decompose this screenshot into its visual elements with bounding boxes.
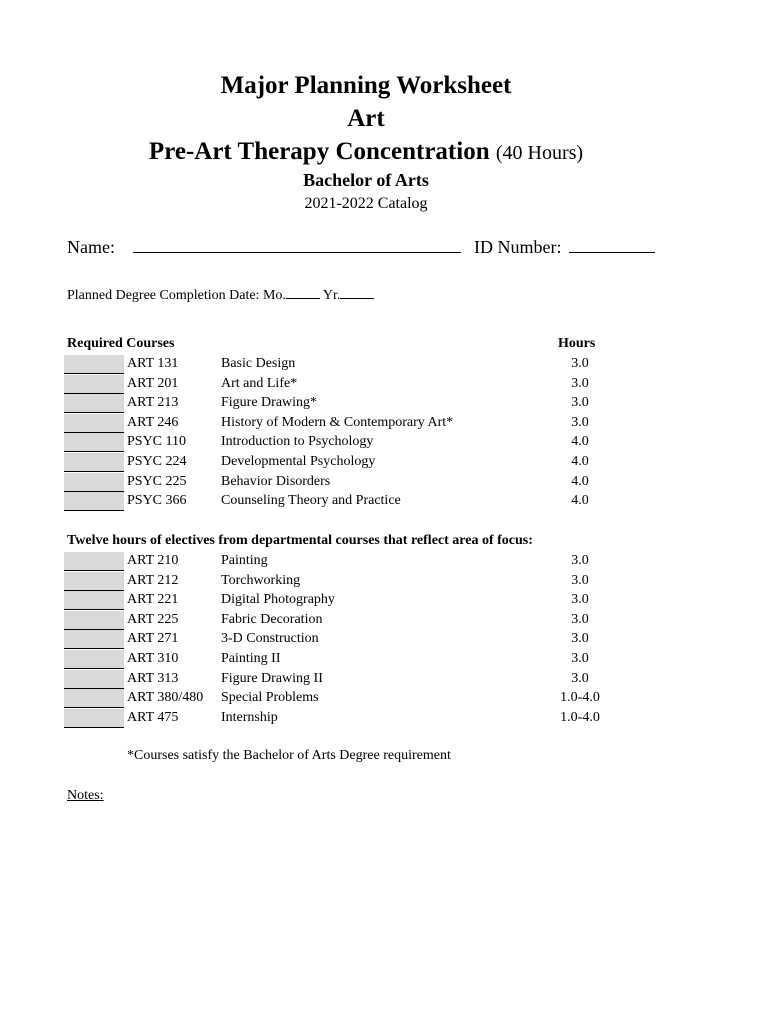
planned-completion-row: [67, 286, 374, 304]
course-check-field[interactable]: [64, 650, 124, 669]
course-check-field[interactable]: [64, 473, 124, 492]
course-code: ART 210: [127, 553, 179, 568]
id-number-field[interactable]: [569, 236, 655, 253]
course-check-field[interactable]: [64, 670, 124, 689]
course-check-field[interactable]: [64, 355, 124, 374]
course-name: Digital Photography: [221, 592, 335, 608]
course-check-field[interactable]: [64, 394, 124, 413]
course-code: ART 310: [127, 651, 179, 666]
course-hours: 4.0: [571, 493, 589, 509]
course-row: [0, 572, 700, 592]
course-row: [0, 670, 700, 690]
name-row: [67, 236, 461, 258]
electives-heading: Twelve hours of electives from departmental courses that reflect area of focus:: [67, 533, 533, 548]
course-code: PSYC 366: [127, 493, 187, 509]
course-row: [0, 355, 700, 375]
course-hours: 3.0: [571, 651, 589, 666]
month-field[interactable]: [286, 286, 320, 299]
degree-title: Bachelor of Arts: [303, 170, 429, 190]
major-title: Art: [347, 105, 385, 132]
course-check-field[interactable]: [64, 611, 124, 630]
course-row: [0, 453, 700, 473]
course-hours: 3.0: [571, 356, 589, 371]
course-row: [0, 375, 700, 395]
course-row: [0, 433, 700, 453]
course-row: [0, 414, 700, 434]
course-name: 3-D Construction: [221, 631, 319, 647]
catalog-year: 2021-2022 Catalog: [304, 195, 428, 212]
course-row: [0, 591, 700, 611]
course-code: ART 221: [127, 592, 179, 608]
course-name: Introduction to Psychology: [221, 434, 374, 450]
course-name: Art and Life*: [221, 375, 298, 391]
course-name: History of Modern & Contemporary Art*: [221, 414, 454, 430]
worksheet-title: Major Planning Worksheet: [220, 72, 512, 99]
course-hours: 4.0: [571, 454, 589, 469]
course-hours: 3.0: [571, 414, 589, 430]
course-code: ART 380/480: [127, 690, 204, 706]
course-row: [0, 689, 700, 709]
course-hours: 3.0: [571, 611, 589, 627]
course-hours: 1.0-4.0: [560, 709, 600, 725]
course-name: Counseling Theory and Practice: [221, 493, 401, 509]
course-check-field[interactable]: [64, 453, 124, 472]
course-code: PSYC 225: [127, 473, 187, 489]
course-code: ART 271: [127, 631, 179, 647]
course-code: ART 313: [127, 670, 179, 686]
course-hours: 3.0: [571, 375, 589, 391]
course-check-field[interactable]: [64, 492, 124, 511]
course-name: Painting II: [221, 651, 281, 666]
course-row: [0, 650, 700, 670]
course-hours: 1.0-4.0: [560, 690, 600, 706]
course-hours: 3.0: [571, 572, 589, 588]
required-courses-heading: Required Courses: [67, 336, 175, 351]
footnote: *Courses satisfy the Bachelor of Arts Degree requirement: [127, 748, 451, 763]
course-check-field[interactable]: [64, 414, 124, 433]
hours-note: (40 Hours): [495, 142, 584, 164]
course-hours: 3.0: [571, 670, 589, 686]
year-label: Yr.: [322, 288, 341, 303]
course-code: ART 225: [127, 611, 179, 627]
notes-label: Notes:: [67, 788, 104, 803]
course-hours: 4.0: [571, 473, 589, 489]
course-row: [0, 709, 700, 729]
course-hours: 3.0: [571, 592, 589, 608]
course-check-field[interactable]: [64, 375, 124, 394]
course-check-field[interactable]: [64, 572, 124, 591]
course-row: [0, 552, 700, 572]
course-hours: 3.0: [571, 395, 589, 411]
course-code: ART 201: [127, 375, 179, 391]
course-name: Special Problems: [221, 690, 319, 706]
course-name: Figure Drawing*: [221, 395, 318, 411]
name-field[interactable]: [133, 236, 461, 253]
course-name: Internship: [221, 709, 278, 725]
year-field[interactable]: [340, 286, 374, 299]
course-row: [0, 611, 700, 631]
course-check-field[interactable]: [64, 630, 124, 649]
name-label: Name:: [67, 237, 115, 257]
hours-heading: Hours: [558, 336, 596, 351]
course-name: Behavior Disorders: [221, 473, 331, 489]
concentration-title: [0, 138, 732, 166]
course-code: ART 213: [127, 395, 179, 411]
course-hours: 4.0: [571, 434, 589, 450]
course-code: ART 246: [127, 414, 179, 430]
course-check-field[interactable]: [64, 433, 124, 452]
course-row: [0, 492, 700, 512]
course-code: ART 212: [127, 572, 179, 588]
course-name: Torchworking: [221, 572, 301, 588]
course-row: [0, 630, 700, 650]
course-name: Figure Drawing II: [221, 670, 323, 686]
course-check-field[interactable]: [64, 709, 124, 728]
course-name: Painting: [221, 553, 268, 568]
course-hours: 3.0: [571, 631, 589, 647]
course-code: ART 131: [127, 356, 179, 371]
id-row: [474, 236, 655, 258]
course-row: [0, 394, 700, 414]
course-name: Developmental Psychology: [221, 454, 376, 469]
course-check-field[interactable]: [64, 591, 124, 610]
course-check-field[interactable]: [64, 689, 124, 708]
course-code: PSYC 110: [127, 434, 187, 450]
concentration-name: Pre-Art Therapy Concentration: [148, 138, 490, 165]
course-hours: 3.0: [571, 553, 589, 568]
course-code: ART 475: [127, 709, 179, 725]
course-code: PSYC 224: [127, 454, 187, 469]
course-row: [0, 473, 700, 493]
course-name: Basic Design: [221, 356, 296, 371]
id-label: ID Number:: [474, 237, 562, 257]
course-name: Fabric Decoration: [221, 611, 323, 627]
course-check-field[interactable]: [64, 552, 124, 571]
planned-completion-label: Planned Degree Completion Date: Mo.: [67, 288, 286, 303]
